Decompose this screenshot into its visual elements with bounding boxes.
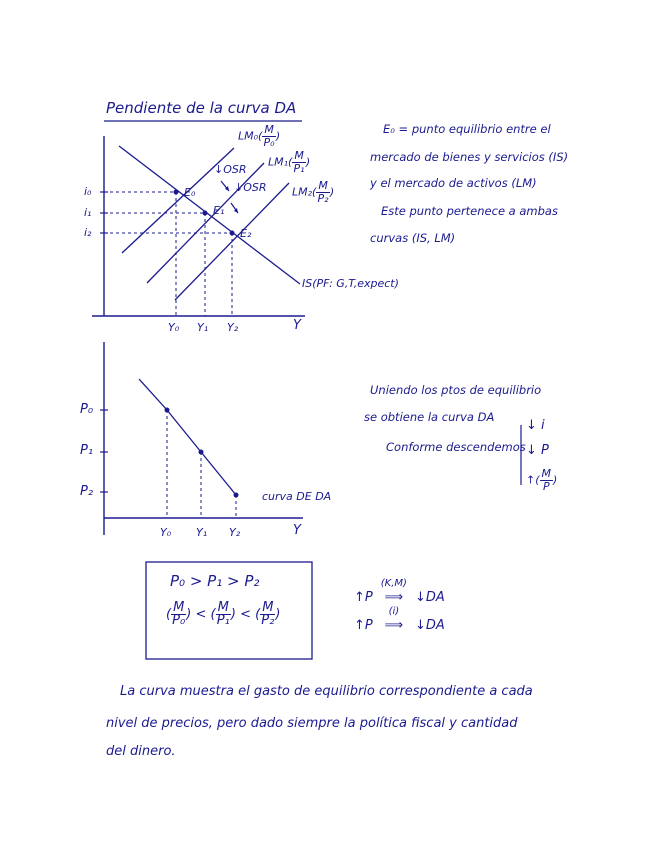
lm0-label: LM₀( $\frac{M}{\text{P₀}}$ )	[238, 123, 281, 149]
note-bottom-mp: ↑( $\frac{M}{P}$ )	[526, 467, 558, 493]
paragraph-line-2: nivel de precios, pero dado siempre la política fiscal y cantidad	[106, 716, 518, 731]
lm1-label: LM₁( $\frac{M}{\text{P₁}}$ )	[268, 149, 311, 175]
top-y0-label: Y₀	[168, 321, 180, 334]
i1-tick-label: i₁	[84, 206, 92, 219]
note-top-1: E₀ = punto equilibrio entre el	[383, 122, 551, 136]
e1-label: E₁	[213, 204, 225, 217]
arrow-label-1: ↓OSR	[214, 163, 247, 176]
paragraph-line-1: La curva muestra el gasto de equilibrio correspondiente a cada	[120, 684, 533, 699]
bottom-y2-label: Y₂	[229, 526, 241, 539]
top-y2-label: Y₂	[227, 321, 239, 334]
arrow-label-2: ↓OSR	[234, 181, 267, 194]
note-bottom-2: se obtiene la curva DA	[364, 410, 495, 424]
note-bottom-1: Uniendo los ptos de equilibrio	[370, 383, 542, 397]
p2-tick-label: P₂	[80, 484, 94, 499]
note-top-4: Este punto pertenece a ambas	[381, 204, 558, 218]
note-bottom-3: Conforme descendemos	[386, 440, 526, 454]
da-curve	[139, 379, 236, 495]
page-title: Pendiente de la curva DA	[106, 99, 297, 117]
bottom-y0-label: Y₀	[160, 526, 172, 539]
box-inequality-prices: P₀ > P₁ > P₂	[170, 572, 260, 590]
effect-line-1: ↑P (K,M) ⟹ ↓DA	[354, 578, 445, 605]
top-y1-label: Y₁	[197, 321, 209, 334]
e0-label: E₀	[184, 186, 196, 199]
bottom-y1-label: Y₁	[196, 526, 208, 539]
lm2-label: LM₂( $\frac{M}{\text{P₂}}$ )	[292, 179, 335, 205]
p0-tick-label: P₀	[80, 402, 94, 417]
note-bottom-p: ↓ P	[526, 443, 549, 458]
i0-tick-label: i₀	[84, 185, 92, 198]
top-x-axis-label: Y	[293, 318, 301, 333]
e2-label: E₂	[240, 227, 252, 240]
is-label: IS(PF: G,T,expect)	[302, 277, 399, 290]
note-bottom-i: ↓ i	[526, 418, 545, 433]
paragraph-line-3: del dinero.	[106, 744, 176, 759]
note-top-5: curvas (IS, LM)	[370, 231, 456, 245]
e1-point	[203, 211, 208, 216]
p1-tick-label: P₁	[80, 443, 94, 458]
note-top-3: y el mercado de activos (LM)	[370, 176, 537, 190]
e0-point	[174, 190, 179, 195]
bottom-x-axis-label: Y	[293, 523, 301, 538]
note-top-2: mercado de bienes y servicios (IS)	[370, 150, 569, 164]
e2-point	[230, 231, 235, 236]
i2-tick-label: i₂	[84, 226, 92, 239]
effect-line-2: ↑P (i) ⟹ ↓DA	[354, 606, 445, 633]
box-inequality-real-money: ( $\frac{M}{\text{P₀}}$ ) < ( $\frac{M}{\text{P₁}}$ ) < ( $\frac{M}{\text{P₂}}$ )	[166, 600, 281, 628]
da-curve-label: curva DE DA	[262, 490, 332, 503]
